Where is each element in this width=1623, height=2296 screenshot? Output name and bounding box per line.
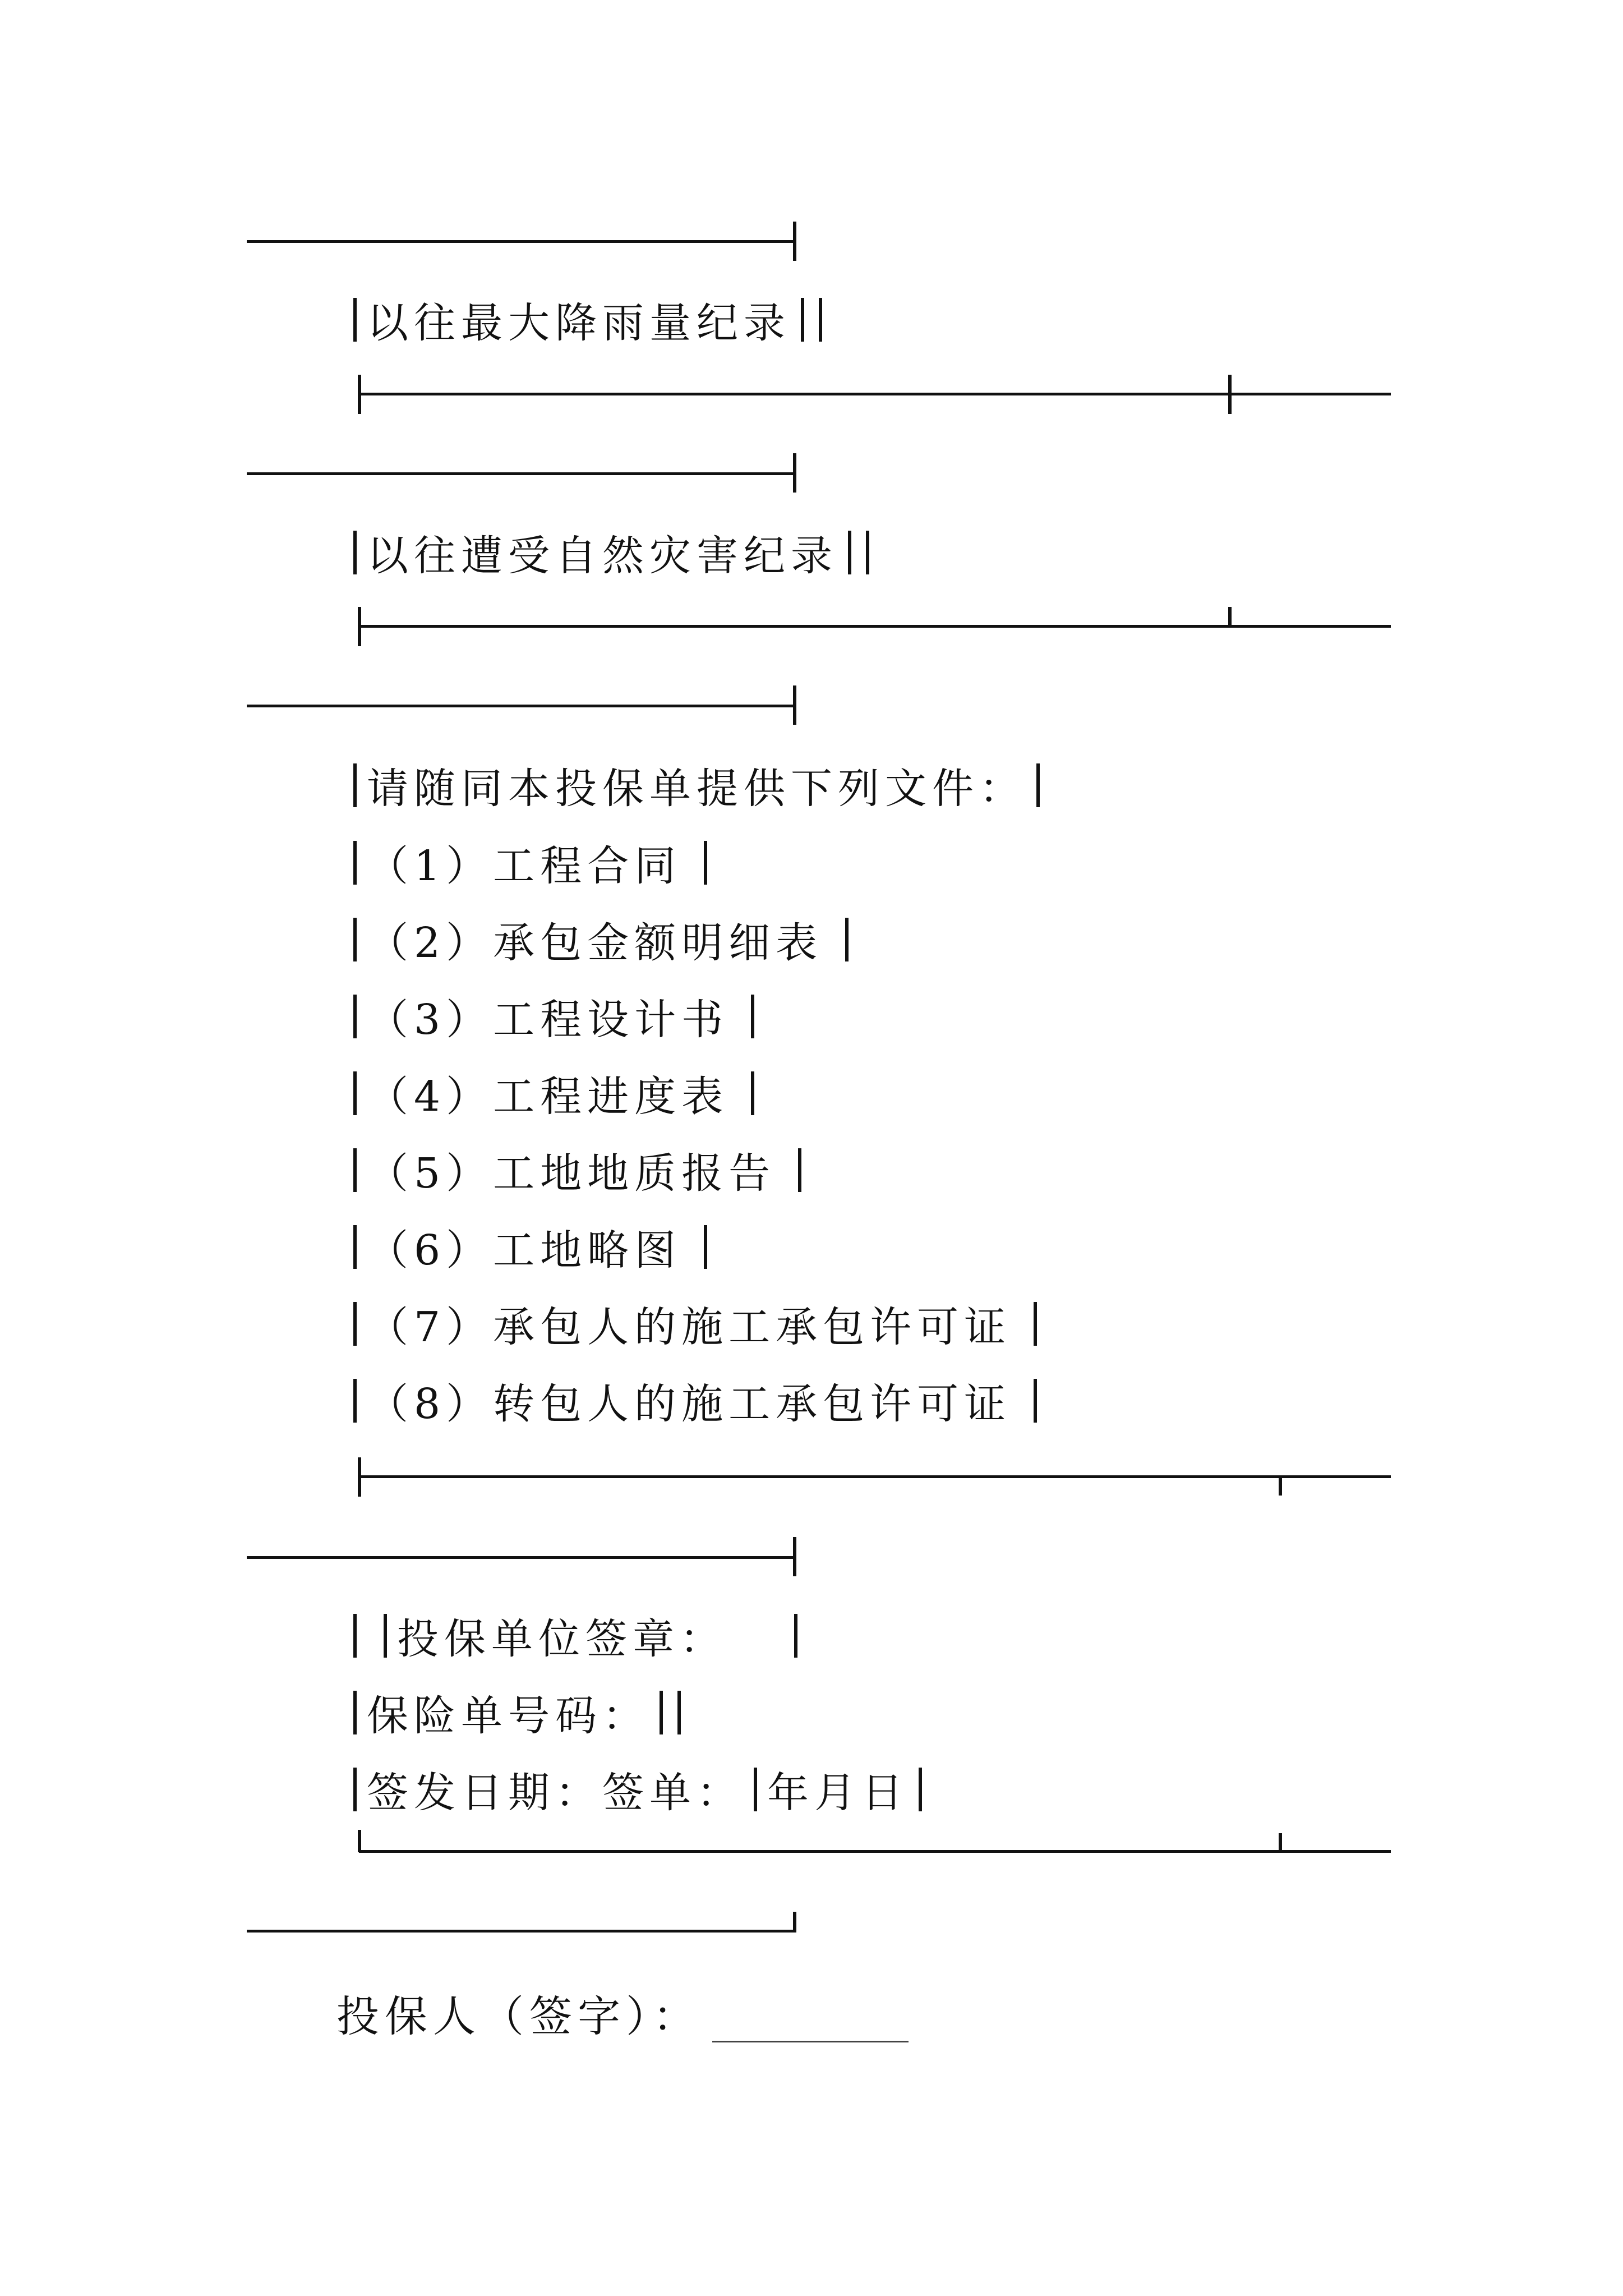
table-border bbox=[353, 1225, 357, 1269]
row-disaster-record bbox=[353, 524, 879, 581]
item-label: 工地略图 bbox=[493, 1226, 682, 1274]
item-number: （1） bbox=[367, 841, 494, 890]
table-border bbox=[353, 763, 357, 807]
item-number: （4） bbox=[367, 1072, 494, 1121]
item-label: 工程设计书 bbox=[493, 995, 729, 1044]
table-border bbox=[353, 995, 357, 1038]
table-rule bbox=[359, 393, 1391, 395]
item-label: 工程进度表 bbox=[493, 1072, 729, 1121]
table-border bbox=[751, 1071, 754, 1115]
table-rule bbox=[247, 1930, 796, 1932]
item-number: （5） bbox=[367, 1149, 494, 1198]
table-border bbox=[384, 1614, 387, 1658]
table-rule bbox=[359, 625, 1391, 628]
signature-blank[interactable] bbox=[712, 2018, 909, 2042]
item-label: 承包金额明细表 bbox=[493, 918, 823, 967]
table-rule-cross bbox=[1279, 1475, 1282, 1496]
table-rule-end bbox=[793, 1537, 796, 1576]
item-number: （6） bbox=[367, 1226, 494, 1274]
table-rule bbox=[247, 240, 796, 243]
list-item bbox=[353, 1373, 1047, 1429]
list-item bbox=[353, 988, 764, 1045]
table-border bbox=[353, 1379, 357, 1423]
table-border bbox=[1036, 763, 1040, 807]
row-applicant-seal bbox=[353, 1608, 808, 1664]
table-border bbox=[677, 1691, 681, 1734]
list-item bbox=[353, 912, 859, 968]
applicant-seal-label: 投保单位签章： bbox=[397, 1614, 727, 1663]
table-border bbox=[353, 1302, 357, 1346]
list-item bbox=[353, 1142, 811, 1198]
table-rule-cross bbox=[1228, 375, 1232, 414]
table-rule-end bbox=[793, 1912, 796, 1932]
table-border bbox=[1034, 1379, 1037, 1423]
table-border bbox=[751, 995, 754, 1038]
table-border bbox=[794, 1614, 797, 1658]
table-border bbox=[1034, 1302, 1037, 1346]
item-label: 转包人的施工承包许可证 bbox=[493, 1379, 1012, 1428]
table-border bbox=[353, 841, 357, 885]
row-policy-number bbox=[353, 1685, 691, 1741]
table-border bbox=[754, 1768, 757, 1811]
item-number: （7） bbox=[367, 1303, 494, 1351]
table-border bbox=[353, 298, 357, 342]
table-border bbox=[353, 1691, 357, 1734]
item-number: （2） bbox=[367, 918, 494, 967]
max-rainfall-label: 以往最大降雨量纪录 bbox=[367, 298, 791, 347]
table-border bbox=[866, 531, 869, 574]
table-border bbox=[798, 1148, 801, 1192]
table-rule-end bbox=[793, 453, 796, 493]
table-rule bbox=[247, 472, 796, 475]
table-rule-end bbox=[793, 685, 796, 725]
table-border bbox=[848, 531, 851, 574]
table-rule-cross bbox=[1279, 1833, 1282, 1852]
table-border bbox=[353, 1768, 357, 1811]
item-label: 工程合同 bbox=[493, 841, 682, 890]
table-border bbox=[353, 1148, 357, 1192]
table-rule-end bbox=[793, 222, 796, 261]
table-border bbox=[704, 841, 707, 885]
disaster-record-label: 以往遭受自然灾害纪录 bbox=[367, 531, 838, 580]
item-number: （3） bbox=[367, 995, 494, 1044]
table-border bbox=[704, 1225, 707, 1269]
row-documents-intro bbox=[353, 757, 1050, 813]
issue-date-label: 签发日期：签单： bbox=[367, 1768, 744, 1817]
table-border bbox=[353, 1614, 357, 1658]
table-border bbox=[353, 531, 357, 574]
table-border bbox=[919, 1768, 922, 1811]
table-rule bbox=[359, 1850, 1391, 1853]
table-rule-corner bbox=[358, 1830, 361, 1852]
table-border bbox=[845, 918, 849, 961]
table-border bbox=[660, 1691, 663, 1734]
table-rule-cross bbox=[1228, 607, 1232, 627]
list-item bbox=[353, 1065, 764, 1121]
table-border bbox=[353, 1071, 357, 1115]
date-format-label: 年月日 bbox=[767, 1768, 909, 1817]
row-max-rainfall bbox=[353, 292, 832, 348]
item-label: 工地地质报告 bbox=[493, 1149, 776, 1198]
list-item bbox=[353, 1219, 717, 1275]
policy-number-label: 保险单号码： bbox=[367, 1691, 649, 1740]
table-rule bbox=[247, 1556, 796, 1559]
table-rule bbox=[247, 705, 796, 707]
documents-intro-label: 请随同本投保单提供下列文件： bbox=[367, 764, 1026, 813]
list-item bbox=[353, 835, 717, 891]
item-number: （8） bbox=[367, 1379, 494, 1428]
applicant-signature-label: 投保人（签字）： bbox=[336, 1991, 701, 2041]
table-border bbox=[819, 298, 822, 342]
table-border bbox=[353, 918, 357, 961]
row-issue-date bbox=[353, 1761, 932, 1818]
list-item bbox=[353, 1296, 1047, 1352]
table-rule bbox=[359, 1475, 1391, 1478]
applicant-signature-row bbox=[336, 1986, 909, 2047]
item-label: 承包人的施工承包许可证 bbox=[493, 1303, 1012, 1351]
table-border bbox=[801, 298, 804, 342]
